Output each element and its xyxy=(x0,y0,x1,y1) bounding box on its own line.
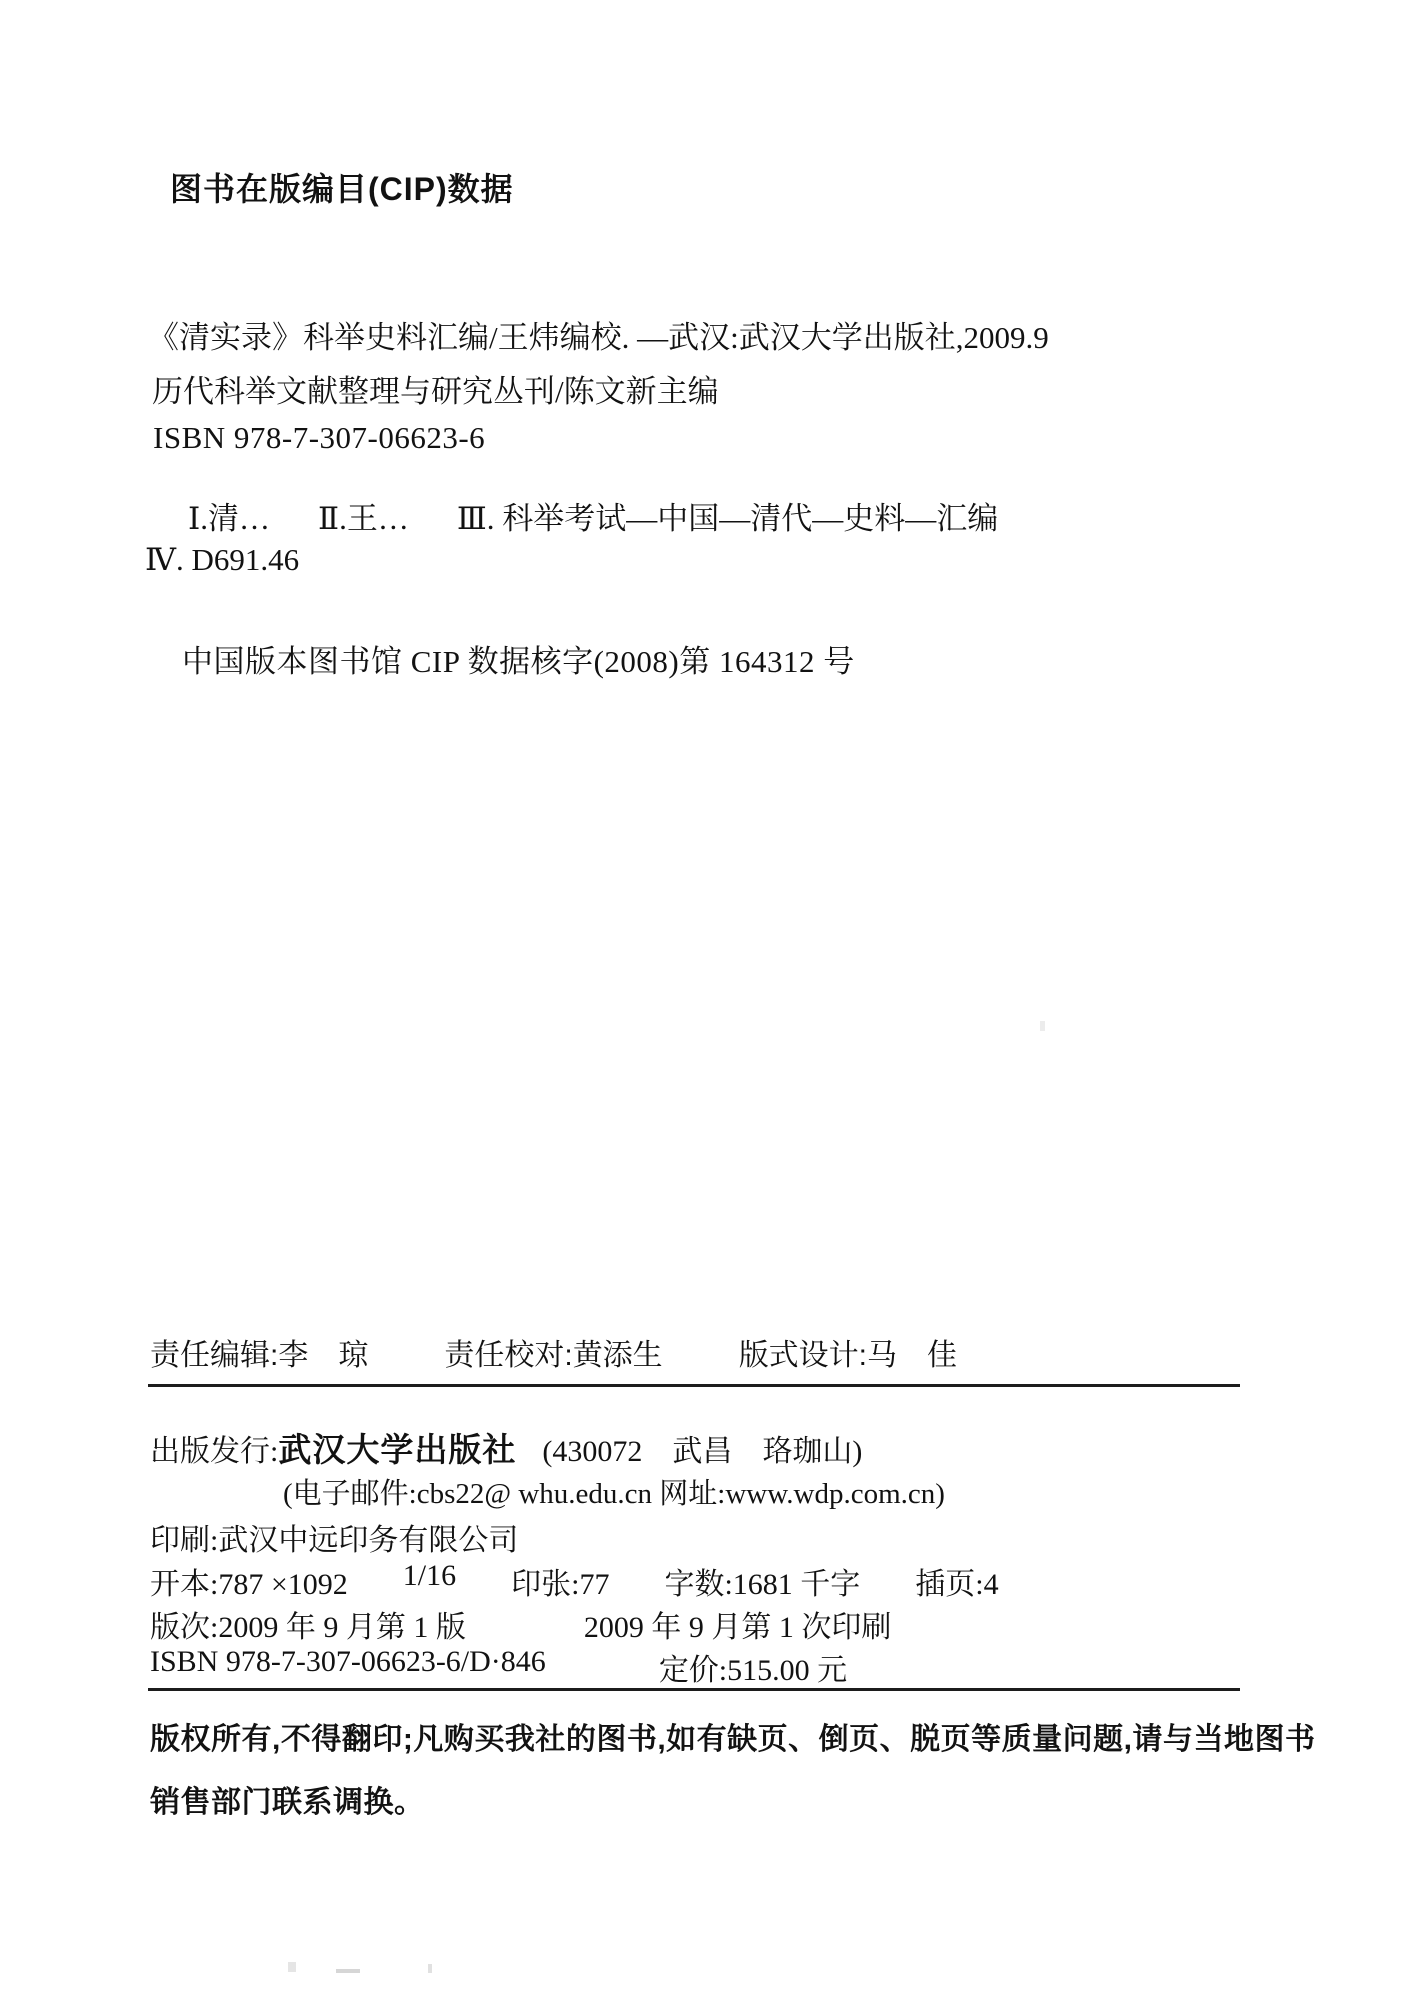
printer-line: 印刷:武汉中远印务有限公司 xyxy=(150,1524,519,1557)
format-fraction: 1/16 xyxy=(402,1559,457,1592)
book-title-line: 《清实录》科举史料汇编/王炜编校. —武汉:武汉大学出版社,2009.9 xyxy=(148,320,1049,355)
edition-info: 版次:2009 年 9 月第 1 版 xyxy=(150,1611,466,1644)
staff-editor xyxy=(150,1330,368,1374)
isbn-price-row xyxy=(150,1645,847,1689)
horizontal-rule-bottom xyxy=(148,1688,1240,1691)
scan-artifact xyxy=(288,1962,296,1972)
cip-header: 图书在版编目(CIP)数据 xyxy=(170,171,514,207)
classification-row xyxy=(188,493,998,538)
classification-item-2: Ⅱ.王… xyxy=(318,501,409,536)
scan-artifact xyxy=(1040,1021,1045,1031)
format-sheet-size: 开本:787 ×1092 xyxy=(150,1568,348,1601)
classification-item-3: Ⅲ. 科举考试—中国—清代—史料—汇编 xyxy=(456,501,999,536)
format-inserts: 插页:4 xyxy=(915,1568,999,1601)
publisher-row xyxy=(150,1424,862,1471)
publisher-contact-line: (电子邮件:cbs22@ whu.edu.cn 网址:www.wdp.com.cn) xyxy=(283,1478,945,1510)
isbn-full: ISBN 978-7-307-06623-6/D·846 xyxy=(150,1645,546,1678)
series-line: 历代科举文献整理与研究丛刊/陈文新主编 xyxy=(152,374,719,409)
staff-editor-name: 李 琼 xyxy=(278,1339,369,1372)
format-row xyxy=(150,1559,999,1603)
isbn-line: ISBN 978-7-307-06623-6 xyxy=(153,420,486,455)
copyright-notice: 版权所有,不得翻印;凡购买我社的图书,如有缺页、倒页、脱页等质量问题,请与当地图书销售部门联系调换。 xyxy=(150,1723,1316,1819)
format-printed-sheets: 印张:77 xyxy=(511,1568,610,1601)
printing-info: 2009 年 9 月第 1 次印刷 xyxy=(583,1611,892,1644)
horizontal-rule-top xyxy=(148,1384,1240,1387)
staff-editor-label: 责任编辑: xyxy=(150,1339,279,1372)
staff-credits-row xyxy=(150,1330,957,1374)
scan-artifact xyxy=(336,1969,360,1973)
staff-proofreader xyxy=(444,1330,662,1374)
cip-record-number: 中国版本图书馆 CIP 数据核字(2008)第 164312 号 xyxy=(182,644,855,679)
publisher-name: 武汉大学出版社 xyxy=(278,1431,517,1468)
staff-designer-name: 马 佳 xyxy=(867,1339,958,1372)
price: 定价:515.00 元 xyxy=(658,1654,848,1687)
edition-row xyxy=(150,1602,891,1646)
staff-proofreader-name: 黄添生 xyxy=(572,1339,663,1372)
format-word-count: 字数:1681 千字 xyxy=(664,1568,861,1601)
scan-artifact xyxy=(428,1964,432,1973)
publisher-label: 出版发行: xyxy=(150,1435,279,1468)
classification-item-1: Ⅰ.清… xyxy=(188,501,270,536)
staff-designer xyxy=(739,1330,957,1374)
publisher-address: (430072 武昌 珞珈山) xyxy=(542,1435,863,1468)
classification-item-4: Ⅳ. D691.46 xyxy=(145,542,300,577)
staff-designer-label: 版式设计: xyxy=(738,1339,868,1372)
staff-proofreader-label: 责任校对: xyxy=(444,1339,573,1372)
